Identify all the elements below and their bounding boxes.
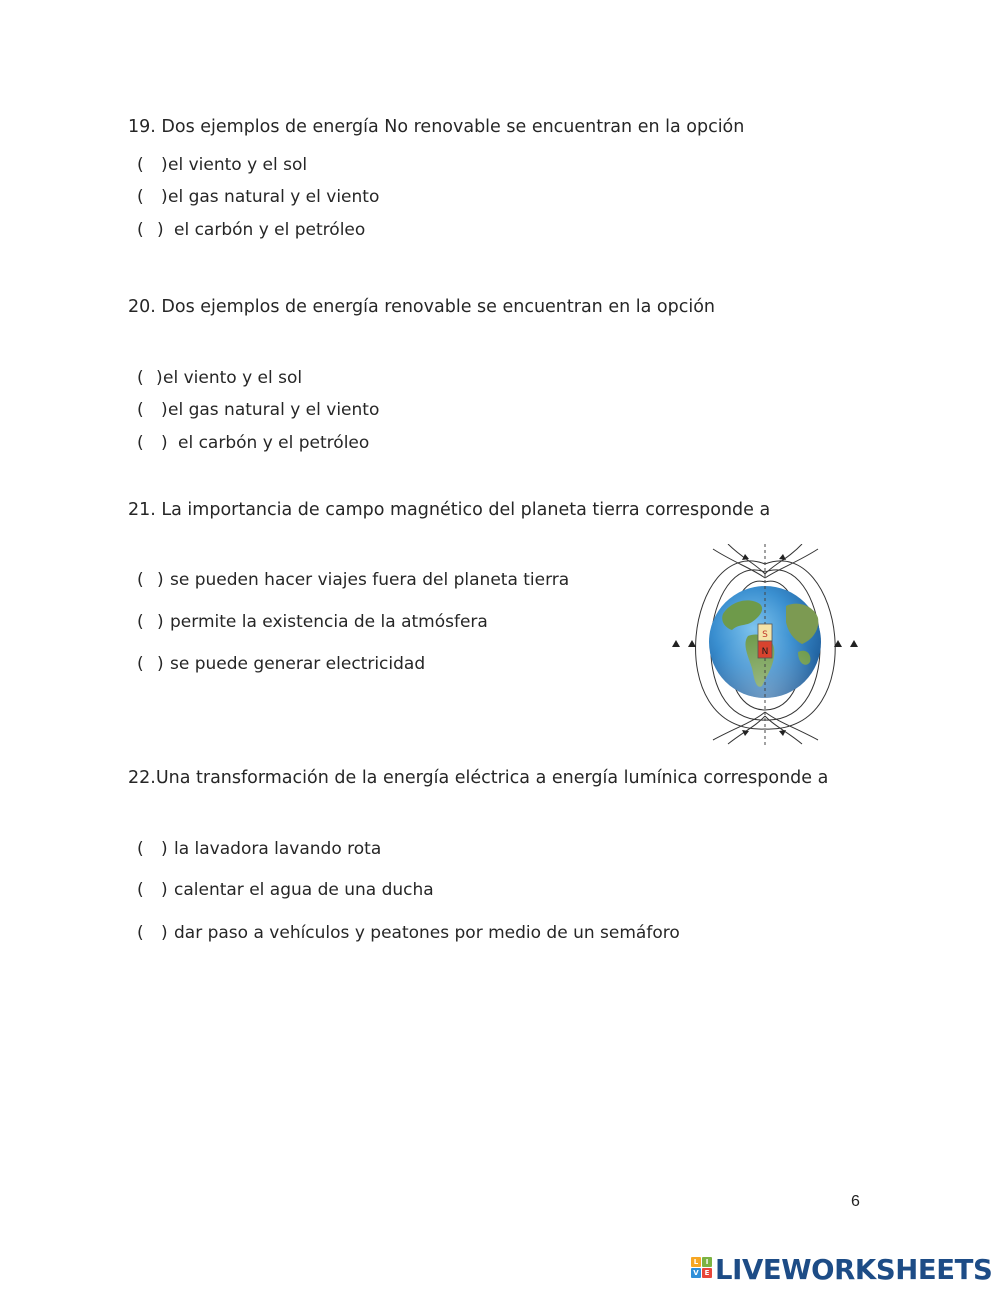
earth-magnetic-field-figure (668, 544, 862, 747)
answer-paren-close: ) (157, 220, 164, 240)
question-21-text: 21. La importancia de campo magnético del planeta tierra corresponde a (128, 500, 771, 520)
answer-paren-open: ( (137, 654, 144, 674)
option-label: el carbón y el petróleo (174, 220, 366, 240)
logo-wordmark: LIVEWORKSHEETS (715, 1254, 993, 1286)
answer-paren-close: ) (161, 433, 168, 453)
option-label: el gas natural y el viento (168, 400, 380, 420)
answer-paren-open: ( (137, 612, 144, 632)
answer-paren-close: ) (161, 187, 168, 207)
option-label: calentar el agua de una ducha (174, 880, 434, 900)
answer-paren-close: ) (157, 612, 164, 632)
answer-paren-open: ( (137, 187, 144, 207)
option-label: el carbón y el petróleo (178, 433, 370, 453)
answer-paren-close: ) (161, 400, 168, 420)
bar-magnet (758, 624, 772, 658)
page-number: 6 (851, 1193, 860, 1210)
question-19-text: 19. Dos ejemplos de energía No renovable se encuentran en la opción (128, 117, 745, 137)
answer-paren-close: ) (161, 839, 168, 859)
answer-paren-open: ( (137, 400, 144, 420)
question-22-text: 22.Una transformación de la energía eléctrica a energía lumínica corresponde a (128, 768, 829, 788)
logo-blocks-icon: L I V E (691, 1257, 713, 1279)
option-label: el viento y el sol (163, 368, 303, 388)
answer-paren-open: ( (137, 880, 144, 900)
answer-paren-open: ( (137, 433, 144, 453)
liveworksheets-logo[interactable] (691, 1253, 991, 1287)
option-label: la lavadora lavando rota (174, 839, 382, 859)
answer-paren-open: ( (137, 923, 144, 943)
magnet-north-label: N (761, 647, 769, 657)
answer-paren-open: ( (137, 368, 144, 388)
answer-paren-open: ( (137, 220, 144, 240)
answer-paren-open: ( (137, 839, 144, 859)
answer-paren-close: ) (157, 570, 164, 590)
option-label: permite la existencia de la atmósfera (170, 612, 488, 632)
option-label: el gas natural y el viento (168, 187, 380, 207)
answer-paren-open: ( (137, 570, 144, 590)
option-label: el viento y el sol (168, 155, 308, 175)
question-20-text: 20. Dos ejemplos de energía renovable se encuentran en la opción (128, 297, 715, 317)
answer-paren-close: ) (161, 155, 168, 175)
magnet-south-label: S (762, 630, 768, 640)
answer-paren-open: ( (137, 155, 144, 175)
answer-paren-close: ) (156, 368, 163, 388)
option-label: se pueden hacer viajes fuera del planeta tierra (170, 570, 570, 590)
answer-paren-close: ) (161, 880, 168, 900)
answer-paren-close: ) (161, 923, 168, 943)
option-label: dar paso a vehículos y peatones por medio de un semáforo (174, 923, 680, 943)
option-label: se puede generar electricidad (170, 654, 426, 674)
answer-paren-close: ) (157, 654, 164, 674)
